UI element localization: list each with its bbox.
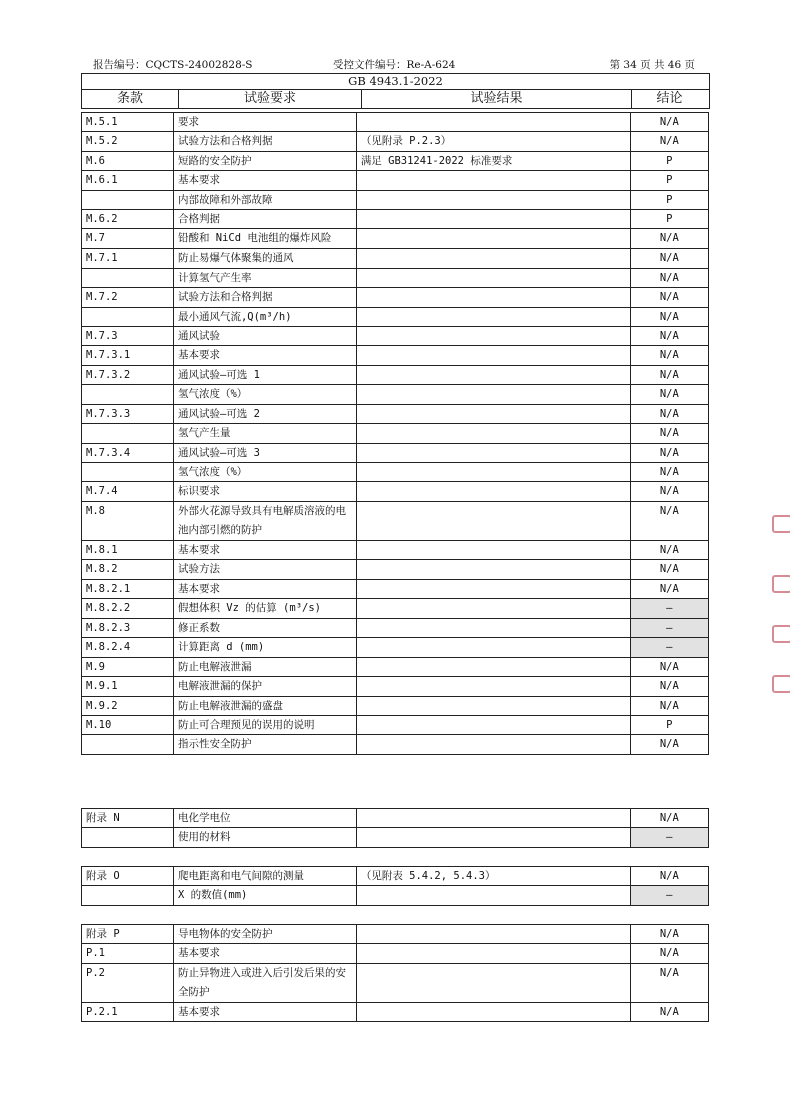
- clause-cell: [82, 307, 174, 326]
- clause-cell: M.8.2.3: [82, 618, 174, 637]
- verdict-cell: —: [630, 886, 708, 905]
- result-cell: [356, 424, 630, 443]
- requirement-cell: 计算距离 d (mm): [173, 638, 356, 657]
- verdict-cell: N/A: [630, 657, 708, 676]
- result-cell: [356, 482, 630, 501]
- requirement-cell: 基本要求: [173, 944, 356, 963]
- verdict-cell: N/A: [630, 735, 708, 754]
- requirement-cell: 指示性安全防护: [173, 735, 356, 754]
- verdict-cell: N/A: [630, 443, 708, 462]
- verdict-cell: N/A: [630, 579, 708, 598]
- result-cell: [356, 540, 630, 559]
- requirement-cell: 试验方法和合格判据: [173, 132, 356, 151]
- verdict-cell: N/A: [630, 560, 708, 579]
- table-row: [82, 268, 709, 287]
- result-cell: [356, 249, 630, 268]
- table-row: [82, 307, 709, 326]
- table-row: [82, 229, 709, 249]
- result-cell: [356, 501, 630, 540]
- requirement-cell: 通风试验—可选 1: [173, 365, 356, 384]
- table-row: [82, 404, 709, 423]
- table-row: [82, 963, 709, 1002]
- table-row: [82, 171, 709, 190]
- requirement-cell: 假想体积 Vz 的估算 (m³/s): [173, 598, 356, 618]
- verdict-cell: N/A: [630, 268, 708, 287]
- verdict-cell: N/A: [630, 404, 708, 423]
- result-cell: [356, 1002, 630, 1021]
- col-result-header: 试验结果: [362, 90, 632, 108]
- verdict-cell: N/A: [630, 132, 708, 151]
- clause-cell: 附录 O: [82, 867, 174, 886]
- result-cell: [356, 579, 630, 598]
- table-row: [82, 540, 709, 559]
- result-cell: [356, 113, 630, 132]
- clause-cell: [82, 190, 174, 209]
- clause-cell: M.8.1: [82, 540, 174, 559]
- requirement-cell: 要求: [173, 113, 356, 132]
- verdict-cell: P: [630, 210, 708, 229]
- clause-cell: M.6.2: [82, 210, 174, 229]
- table-row: [82, 462, 709, 481]
- table-row: [82, 424, 709, 443]
- clause-cell: M.6.1: [82, 171, 174, 190]
- annex-o-table: [81, 866, 709, 906]
- clause-cell: M.7.3.4: [82, 443, 174, 462]
- result-cell: [356, 560, 630, 579]
- col-clause-header: 条款: [82, 90, 179, 108]
- requirement-cell: 修正系数: [173, 618, 356, 637]
- table-row: [82, 210, 709, 229]
- result-cell: [356, 677, 630, 696]
- table-row: [82, 886, 709, 905]
- requirement-cell: 防止电解液泄漏: [173, 657, 356, 676]
- clause-cell: [82, 385, 174, 404]
- verdict-cell: N/A: [630, 327, 708, 346]
- report-number: 报告编号：CQCTS-24002828-S: [93, 59, 253, 71]
- verdict-cell: N/A: [630, 288, 708, 307]
- verdict-cell: N/A: [630, 963, 708, 1002]
- clause-cell: M.6: [82, 151, 174, 170]
- verdict-cell: N/A: [630, 867, 708, 886]
- requirement-cell: 基本要求: [173, 346, 356, 365]
- requirement-cell: 合格判据: [173, 210, 356, 229]
- clause-cell: 附录 N: [82, 809, 174, 828]
- clause-cell: M.8.2: [82, 560, 174, 579]
- verdict-cell: —: [630, 598, 708, 618]
- result-cell: （见附表 5.4.2, 5.4.3）: [356, 867, 630, 886]
- table-row: [82, 113, 709, 132]
- clause-cell: [82, 424, 174, 443]
- clause-cell: M.8: [82, 501, 174, 540]
- verdict-cell: N/A: [630, 424, 708, 443]
- verdict-cell: N/A: [630, 677, 708, 696]
- result-cell: [356, 288, 630, 307]
- table-row: [82, 151, 709, 170]
- requirement-cell: 防止易爆气体聚集的通风: [173, 249, 356, 268]
- result-cell: [356, 462, 630, 481]
- verdict-cell: P: [630, 190, 708, 209]
- result-cell: [356, 809, 630, 828]
- table-row: [82, 443, 709, 462]
- requirement-cell: 试验方法和合格判据: [173, 288, 356, 307]
- table-row: [82, 365, 709, 384]
- table-row: [82, 560, 709, 579]
- table-row: [82, 925, 709, 944]
- clause-cell: P.1: [82, 944, 174, 963]
- clause-cell: M.10: [82, 715, 174, 734]
- annex-n-table: [81, 808, 709, 848]
- table-row: [82, 809, 709, 828]
- requirement-cell: 使用的材料: [173, 828, 356, 847]
- page-number: 第 34 页 共 46 页: [609, 59, 695, 71]
- table-row: [82, 696, 709, 715]
- verdict-cell: N/A: [630, 365, 708, 384]
- verdict-cell: P: [630, 151, 708, 170]
- result-cell: 满足 GB31241-2022 标准要求: [356, 151, 630, 170]
- requirement-cell: 内部故障和外部故障: [173, 190, 356, 209]
- requirement-cell: 标识要求: [173, 482, 356, 501]
- table-header: [81, 73, 710, 109]
- table-row: [82, 190, 709, 209]
- requirement-cell: X 的数值(mm): [173, 886, 356, 905]
- table-row: [82, 677, 709, 696]
- result-cell: [356, 925, 630, 944]
- requirement-cell: 外部火花源导致具有电解质溶液的电池内部引燃的防护: [173, 501, 356, 540]
- verdict-cell: N/A: [630, 944, 708, 963]
- verdict-cell: N/A: [630, 307, 708, 326]
- table-row: [82, 482, 709, 501]
- clause-cell: M.8.2.1: [82, 579, 174, 598]
- requirement-cell: 防止异物进入或进入后引发后果的安全防护: [173, 963, 356, 1002]
- clause-cell: M.9: [82, 657, 174, 676]
- verdict-cell: N/A: [630, 249, 708, 268]
- requirement-cell: 短路的安全防护: [173, 151, 356, 170]
- verdict-cell: N/A: [630, 346, 708, 365]
- clause-cell: M.5.1: [82, 113, 174, 132]
- result-cell: [356, 268, 630, 287]
- clause-cell: M.7.2: [82, 288, 174, 307]
- requirement-cell: 通风试验—可选 3: [173, 443, 356, 462]
- clause-cell: 附录 P: [82, 925, 174, 944]
- requirement-cell: 通风试验: [173, 327, 356, 346]
- annex-p-table: [81, 924, 709, 1022]
- table-row: [82, 598, 709, 618]
- controlled-doc-number: 受控文件编号：Re-A-624: [333, 59, 456, 71]
- clause-cell: [82, 268, 174, 287]
- table-row: [82, 579, 709, 598]
- result-cell: [356, 385, 630, 404]
- clause-cell: M.8.2.4: [82, 638, 174, 657]
- result-cell: [356, 735, 630, 754]
- result-cell: [356, 657, 630, 676]
- clause-cell: M.7: [82, 229, 174, 249]
- requirement-cell: 电化学电位: [173, 809, 356, 828]
- result-cell: [356, 307, 630, 326]
- verdict-cell: N/A: [630, 482, 708, 501]
- clause-cell: [82, 886, 174, 905]
- table-row: [82, 944, 709, 963]
- verdict-cell: N/A: [630, 501, 708, 540]
- standard-title: GB 4943.1-2022: [82, 74, 709, 90]
- requirement-cell: 氢气产生量: [173, 424, 356, 443]
- requirement-cell: 导电物体的安全防护: [173, 925, 356, 944]
- verdict-cell: N/A: [630, 1002, 708, 1021]
- clause-cell: [82, 735, 174, 754]
- verdict-cell: P: [630, 715, 708, 734]
- clause-cell: [82, 462, 174, 481]
- verdict-cell: N/A: [630, 229, 708, 249]
- requirement-cell: 通风试验—可选 2: [173, 404, 356, 423]
- clause-cell: [82, 828, 174, 847]
- result-cell: [356, 828, 630, 847]
- result-cell: [356, 598, 630, 618]
- table-row: [82, 828, 709, 847]
- table-row: [82, 1002, 709, 1021]
- table-row: [82, 618, 709, 637]
- page-header: [83, 57, 709, 73]
- result-cell: [356, 886, 630, 905]
- result-cell: （见附录 P.2.3）: [356, 132, 630, 151]
- clause-cell: P.2: [82, 963, 174, 1002]
- requirement-cell: 试验方法: [173, 560, 356, 579]
- clause-cell: M.7.1: [82, 249, 174, 268]
- result-cell: [356, 404, 630, 423]
- requirement-cell: 防止电解液泄漏的盛盘: [173, 696, 356, 715]
- result-cell: [356, 618, 630, 637]
- requirement-cell: 电解液泄漏的保护: [173, 677, 356, 696]
- verdict-cell: N/A: [630, 113, 708, 132]
- result-cell: [356, 327, 630, 346]
- table-row: [82, 249, 709, 268]
- result-cell: [356, 944, 630, 963]
- col-verdict-header: 结论: [656, 91, 683, 106]
- result-cell: [356, 365, 630, 384]
- requirement-cell: 计算氢气产生率: [173, 268, 356, 287]
- clause-cell: M.7.3.1: [82, 346, 174, 365]
- section-m-table: [81, 112, 709, 755]
- verdict-cell: N/A: [630, 925, 708, 944]
- requirement-cell: 氢气浓度（%）: [173, 462, 356, 481]
- table-row: [82, 501, 709, 540]
- result-cell: [356, 696, 630, 715]
- requirement-cell: 爬电距离和电气间隙的测量: [173, 867, 356, 886]
- requirement-cell: 基本要求: [173, 171, 356, 190]
- col-requirement-header: 试验要求: [179, 90, 362, 108]
- table-row: [82, 385, 709, 404]
- clause-cell: P.2.1: [82, 1002, 174, 1021]
- requirement-cell: 铅酸和 NiCd 电池组的爆炸风险: [173, 229, 356, 249]
- table-row: [82, 132, 709, 151]
- requirement-cell: 基本要求: [173, 579, 356, 598]
- table-row: [82, 346, 709, 365]
- clause-cell: M.9.1: [82, 677, 174, 696]
- verdict-cell: N/A: [630, 809, 708, 828]
- verdict-cell: N/A: [630, 462, 708, 481]
- clause-cell: M.8.2.2: [82, 598, 174, 618]
- clause-cell: M.7.3: [82, 327, 174, 346]
- table-row: [82, 327, 709, 346]
- table-row: [82, 657, 709, 676]
- clause-cell: M.5.2: [82, 132, 174, 151]
- result-cell: [356, 229, 630, 249]
- result-cell: [356, 190, 630, 209]
- requirement-cell: 防止可合理预见的误用的说明: [173, 715, 356, 734]
- verdict-cell: —: [630, 618, 708, 637]
- verdict-cell: N/A: [630, 385, 708, 404]
- table-row: [82, 715, 709, 734]
- verdict-cell: —: [630, 828, 708, 847]
- clause-cell: M.7.4: [82, 482, 174, 501]
- table-row: [82, 638, 709, 657]
- requirement-cell: 最小通风气流,Q(m³/h): [173, 307, 356, 326]
- table-row: [82, 867, 709, 886]
- result-cell: [356, 638, 630, 657]
- result-cell: [356, 346, 630, 365]
- requirement-cell: 基本要求: [173, 540, 356, 559]
- requirement-cell: 氢气浓度（%）: [173, 385, 356, 404]
- result-cell: [356, 963, 630, 1002]
- requirement-cell: 基本要求: [173, 1002, 356, 1021]
- table-row: [82, 735, 709, 754]
- result-cell: [356, 210, 630, 229]
- verdict-cell: N/A: [630, 540, 708, 559]
- seal-stamp: [772, 515, 790, 695]
- verdict-cell: P: [630, 171, 708, 190]
- verdict-cell: —: [630, 638, 708, 657]
- result-cell: [356, 443, 630, 462]
- verdict-cell: N/A: [630, 696, 708, 715]
- clause-cell: M.7.3.3: [82, 404, 174, 423]
- result-cell: [356, 715, 630, 734]
- clause-cell: M.9.2: [82, 696, 174, 715]
- result-cell: [356, 171, 630, 190]
- clause-cell: M.7.3.2: [82, 365, 174, 384]
- table-row: [82, 288, 709, 307]
